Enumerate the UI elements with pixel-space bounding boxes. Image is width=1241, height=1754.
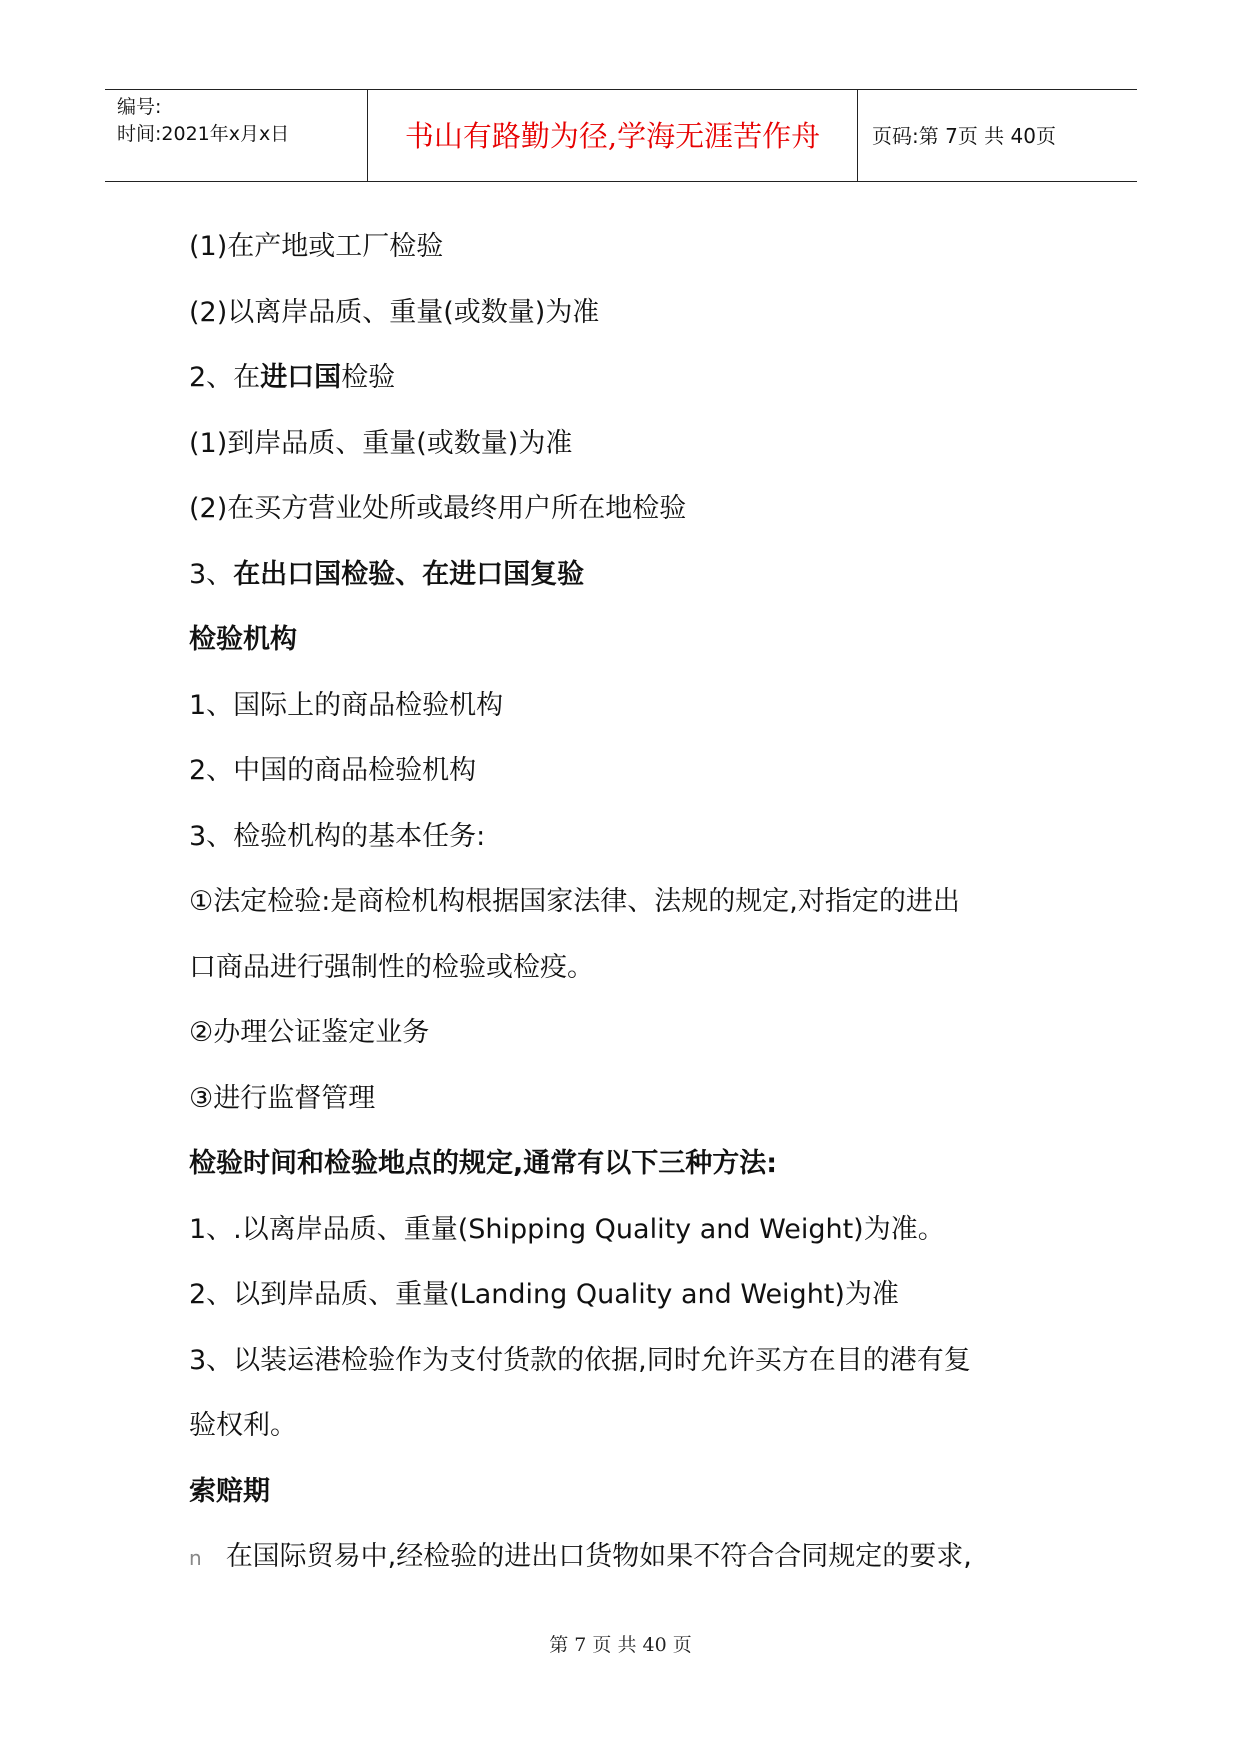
paragraph-line bbox=[189, 1131, 1089, 1197]
line-text-pre: 2、中国的商品检验机构 bbox=[189, 755, 477, 786]
paragraph-line bbox=[189, 673, 1089, 739]
paragraph-line bbox=[189, 542, 1089, 608]
line-text-pre: (1)到岸品质、重量(或数量)为准 bbox=[189, 427, 573, 459]
line-text-pre: (1)在产地或工厂检验 bbox=[189, 231, 444, 262]
last-paragraph-text: 在国际贸易中,经检验的进出口货物如果不符合合同规定的要求, bbox=[225, 1541, 972, 1572]
line-text-bold: 索赔期 bbox=[189, 1475, 270, 1507]
paragraph-line bbox=[189, 1066, 1089, 1132]
line-text-pre: 2、以到岸品质、重量(Landing Quality and Weight)为准 bbox=[189, 1279, 899, 1310]
paragraph-line bbox=[189, 1459, 1089, 1525]
paragraph-line bbox=[189, 1000, 1089, 1066]
line-text-pre: 3、 bbox=[189, 558, 234, 590]
line-text-pre: 1、.以离岸品质、重量(Shipping Quality and Weight)为准。 bbox=[189, 1213, 945, 1245]
line-text-pre: 2、在 bbox=[189, 362, 261, 393]
header-page-label: 页码:第 7页 共 40页 bbox=[872, 124, 1056, 148]
paragraph-line bbox=[189, 869, 1089, 935]
number-label: 编号: bbox=[117, 96, 162, 118]
line-text-pre: 3、检验机构的基本任务: bbox=[189, 820, 486, 852]
line-text-bold: 进口国 bbox=[260, 362, 342, 393]
page-header bbox=[105, 89, 1137, 182]
paragraph-line bbox=[189, 1393, 1089, 1459]
paragraph-line bbox=[189, 738, 1089, 804]
paragraph-line bbox=[189, 280, 1089, 346]
line-text-bold: 在出口国检验、在进口国复验 bbox=[233, 558, 585, 590]
line-text-pre: (2)以离岸品质、重量(或数量)为准 bbox=[189, 296, 600, 328]
paragraph-line bbox=[189, 935, 1089, 1001]
time-label: 时间:2021年x月x日 bbox=[117, 123, 290, 145]
line-text-pre: ②办理公证鉴定业务 bbox=[189, 1017, 430, 1048]
line-text-pre: 口商品进行强制性的检验或检疫。 bbox=[189, 951, 594, 983]
document-body bbox=[189, 214, 1089, 1592]
line-text-pre: (2)在买方营业处所或最终用户所在地检验 bbox=[189, 493, 687, 524]
line-text-post: 检验 bbox=[341, 362, 396, 393]
page-footer: 第 7 页 共 40 页 bbox=[549, 1634, 692, 1656]
paragraph-line bbox=[189, 1328, 1089, 1394]
header-meta bbox=[105, 90, 368, 181]
paragraph-line bbox=[189, 1197, 1089, 1263]
line-text-pre: ①法定检验:是商检机构根据国家法律、法规的规定,对指定的进出 bbox=[189, 886, 960, 917]
line-text-bold: 检验机构 bbox=[189, 624, 297, 655]
paragraph-list bbox=[189, 214, 1089, 1524]
paragraph-line bbox=[189, 804, 1089, 870]
paragraph-line bbox=[189, 345, 1089, 411]
paragraph-line bbox=[189, 411, 1089, 477]
paragraph-line bbox=[189, 1262, 1089, 1328]
header-motto: 书山有路勤为径,学海无涯苦作舟 bbox=[368, 90, 858, 181]
line-text-pre: 验权利。 bbox=[189, 1410, 297, 1441]
line-text-bold: 检验时间和检验地点的规定,通常有以下三种方法: bbox=[189, 1148, 778, 1179]
line-text-pre: 3、以装运港检验作为支付货款的依据,同时允许买方在目的港有复 bbox=[189, 1344, 971, 1376]
paragraph-line bbox=[189, 214, 1089, 280]
line-text-pre: 1、国际上的商品检验机构 bbox=[189, 689, 504, 721]
paragraph-line bbox=[189, 476, 1089, 542]
line-text-pre: ③进行监督管理 bbox=[189, 1082, 376, 1114]
last-paragraph bbox=[189, 1524, 1089, 1592]
paragraph-line bbox=[189, 607, 1089, 673]
bullet-marker: n bbox=[189, 1546, 202, 1570]
